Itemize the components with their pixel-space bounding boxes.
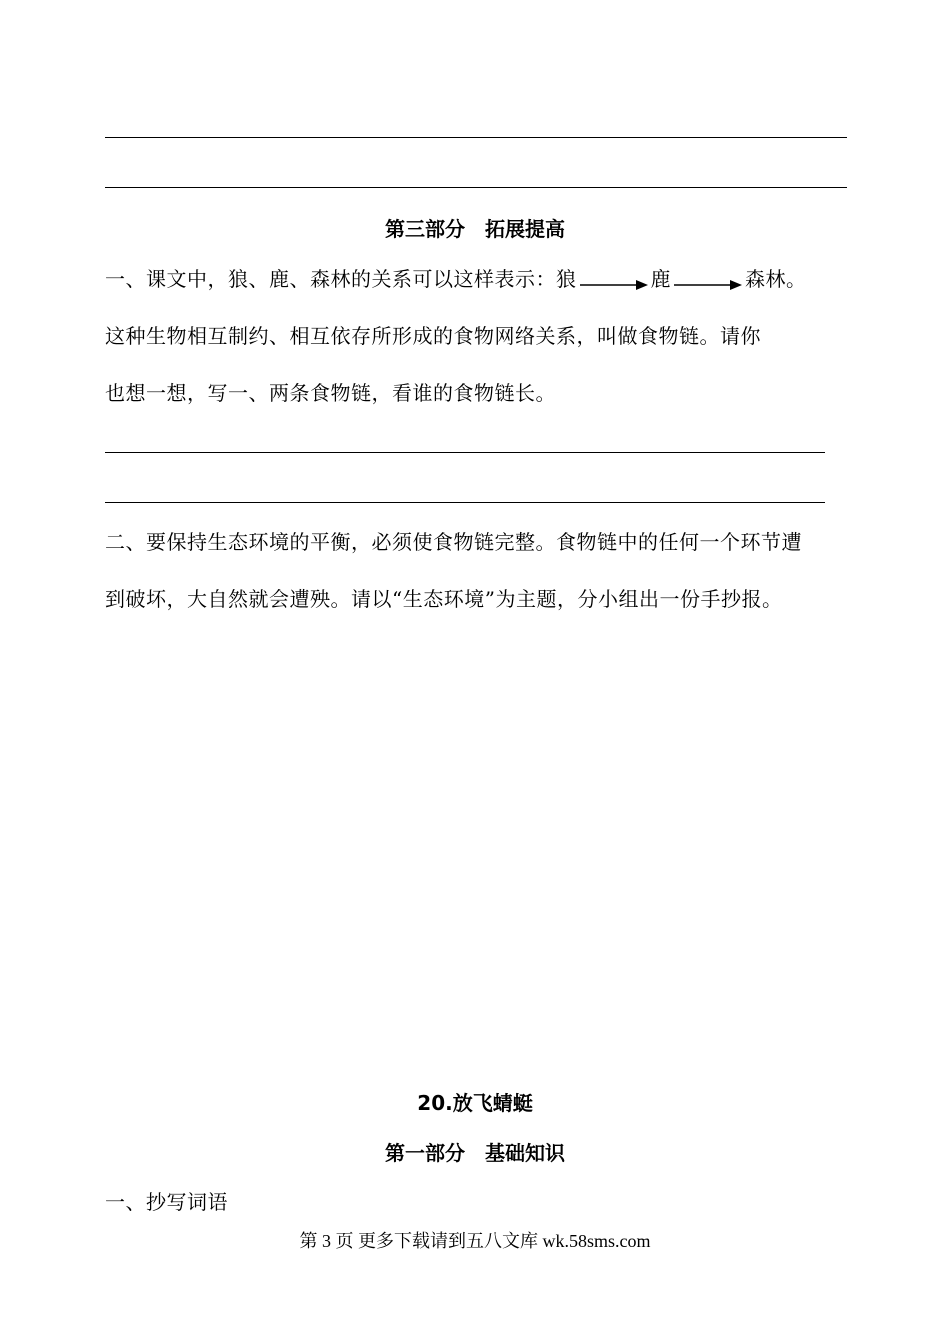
question-2-line-1: 二、要保持生态环境的平衡，必须使食物链完整。食物链中的任何一个环节遭	[105, 530, 802, 554]
arrow-right-icon	[580, 272, 648, 292]
page-footer: 第 3 页 更多下载请到五八文库 wk.58sms.com	[299, 1231, 651, 1251]
lesson-question-1-text: 一、抄写词语	[105, 1190, 228, 1214]
section-title: 第三部分 拓展提高	[385, 217, 565, 241]
question-1-line-2: 这种生物相互制约、相互依存所形成的食物网络关系，叫做食物链。请你	[105, 324, 761, 348]
answer-line	[105, 502, 825, 503]
arrow-right-icon	[674, 272, 742, 292]
question-2-line-2: 到破坏，大自然就会遭殃。请以“生态环境”为主题，分小组出一份手抄报。	[105, 587, 783, 611]
lesson-question-1	[105, 1174, 850, 1231]
answer-line	[105, 137, 847, 138]
answer-line	[105, 187, 847, 188]
lesson-title: 20.放飞蜻蜓	[417, 1091, 533, 1115]
section-title: 第一部分 基础知识	[385, 1141, 565, 1165]
question-2	[105, 514, 850, 628]
question-1-text-b: 鹿	[650, 267, 671, 291]
question-1-text-a: 一、课文中，狼、鹿、森林的关系可以这样表示：狼	[105, 267, 577, 291]
question-1-line-1	[105, 251, 850, 308]
question-1-text-c: 森林。	[745, 267, 807, 291]
answer-line	[105, 452, 825, 453]
question-1	[105, 251, 850, 422]
question-1-line-3: 也想一想，写一、两条食物链，看谁的食物链长。	[105, 381, 556, 405]
